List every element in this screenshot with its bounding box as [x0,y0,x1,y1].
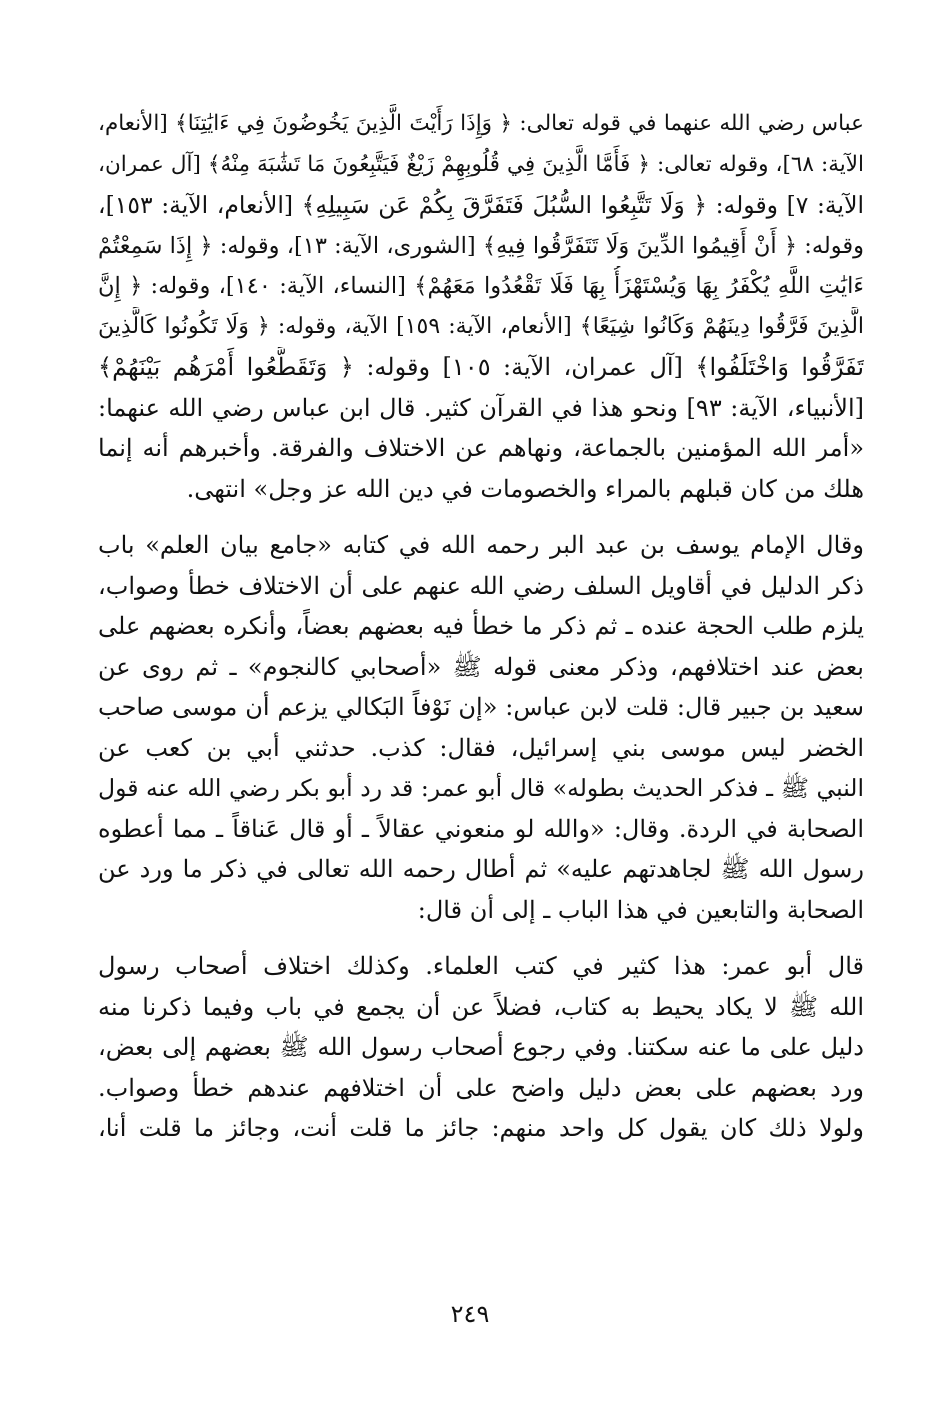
text-line: [الأنبياء، الآية: ٩٣] ونحو هذا في القرآن كثير. قال ابن عباس رضي الله عنهما: [98,393,864,422]
paragraph-2 [98,525,864,930]
text-line: ءَايَٰتِ اللَّهِ يُكْفَرُ بِهَا وَيُسْتَهْزَأُ بِهَا فَلَا تَقْعُدُوا مَعَهُمْ﴾ [النساء، الآية: ١٤٠]، وقوله: ﴿ إِنَّ [98,273,864,299]
paragraph-1 [98,104,864,509]
page-number: ٢٤٩ [450,1300,490,1328]
text-line: الخضر ليس موسى بني إسرائيل، فقال: كذب. حدثني أبي بن كعب عن [98,733,864,762]
paragraph-3 [98,946,864,1149]
text-line: ورد بعضهم على بعض دليل واضح على أن اختلافهم عندهم خطأ وصواب. [98,1073,864,1102]
text-line: الله ﷺ لا يكاد يحيط به كتاب، فضلاً عن أن يجمع في باب وفيما ذكرنا منه [98,992,864,1021]
text-line: دليل على ما عنه سكتنا. وفي رجوع أصحاب رسول الله ﷺ بعضهم إلى بعض، [98,1033,864,1061]
text-line: هلك من كان قبلهم بالمراء والخصومات في دين الله عز وجل» انتهى. [186,474,864,503]
text-line: «أمر الله المؤمنين بالجماعة، ونهاهم عن الاختلاف والفرقة. وأخبرهم أنه إنما [98,434,864,462]
text-line: الآية: ٦٨]، وقوله تعالى: ﴿ فَأَمَّا الَّذِينَ فِي قُلُوبِهِمْ زَيْغٌ فَيَتَّبِعُونَ مَا تَشَٰبَهَ مِنْهُ﴾ [آل عمران، [98,151,864,177]
text-line: وقوله: ﴿ أَنْ أَقِيمُوا الدِّينَ وَلَا تَتَفَرَّقُوا فِيهِ﴾ [الشورى، الآية: ١٣]، وقوله: ﴿ إِذَا سَمِعْتُمْ [98,232,864,259]
text-line: ولولا ذلك كان يقول كل واحد منهم: جائز ما قلت أنت، وجائز ما قلت أنا، [98,1114,864,1142]
text-line: النبي ﷺ ـ فذكر الحديث بطوله» قال أبو عمر: قد رد أبو بكر رضي الله عنه قول [98,774,864,802]
text-line: الآية: ٧] وقوله: ﴿ وَلَا تَتَّبِعُوا السُّبُلَ فَتَفَرَّقَ بِكُمْ عَن سَبِيلِهِ﴾ [الأنعام، الآية: ١٥٣]، [98,191,864,219]
text-line: سعيد بن جبير قال: قلت لابن عباس: «إن نَوْفاً البَكالي يزعم أن موسى صاحب [98,693,864,721]
text-line: الصحابة والتابعين في هذا الباب ـ إلى أن قال: [417,895,864,924]
text-line: تَفَرَّقُوا وَاخْتَلَفُوا﴾ [آل عمران، الآية: ١٠٥] وقوله: ﴿ وَتَقَطَّعُوا أَمْرَهُم بَيْنَهُمْ﴾ [98,353,864,381]
text-line: يلزم طلب الحجة عنده ـ ثم ذكر ما خطأ فيه بعضهم بعضاً، وأنكره بعضهم على [98,612,864,640]
text-line: وقال الإمام يوسف بن عبد البر رحمه الله في كتابه «جامع بيان العلم» باب [98,531,864,559]
text-line: الصحابة في الردة. وقال: «والله لو منعوني عقالاً ـ أو قال عَناقاً ـ مما أعطوه [98,814,864,843]
text-line: عباس رضي الله عنهما في قوله تعالى: ﴿ وَإِذَا رَأَيْتَ الَّذِينَ يَخُوضُونَ فِي ءَايَٰتِنَا﴾ [الأنعام، [98,111,864,136]
text-line: الَّذِينَ فَرَّقُوا دِينَهُمْ وَكَانُوا شِيَعًا﴾ [الأنعام، الآية: ١٥٩] الآية، وقوله: ﴿ وَلَا تَكُونُوا كَالَّذِينَ [98,313,864,339]
text-line: قال أبو عمر: هذا كثير في كتب العلماء. وكذلك اختلاف أصحاب رسول [98,952,864,980]
text-line: ذكر الدليل في أقاويل السلف رضي الله عنهم على أن الاختلاف خطأ وصواب، [98,571,864,600]
text-line: رسول الله ﷺ لجاهدتهم عليه» ثم أطال رحمه الله تعالى في ذكر ما ورد عن [98,855,864,883]
text-line: بعض عند اختلافهم، وذكر معنى قوله ﷺ «أصحابي كالنجوم» ـ ثم روى عن [98,652,864,681]
